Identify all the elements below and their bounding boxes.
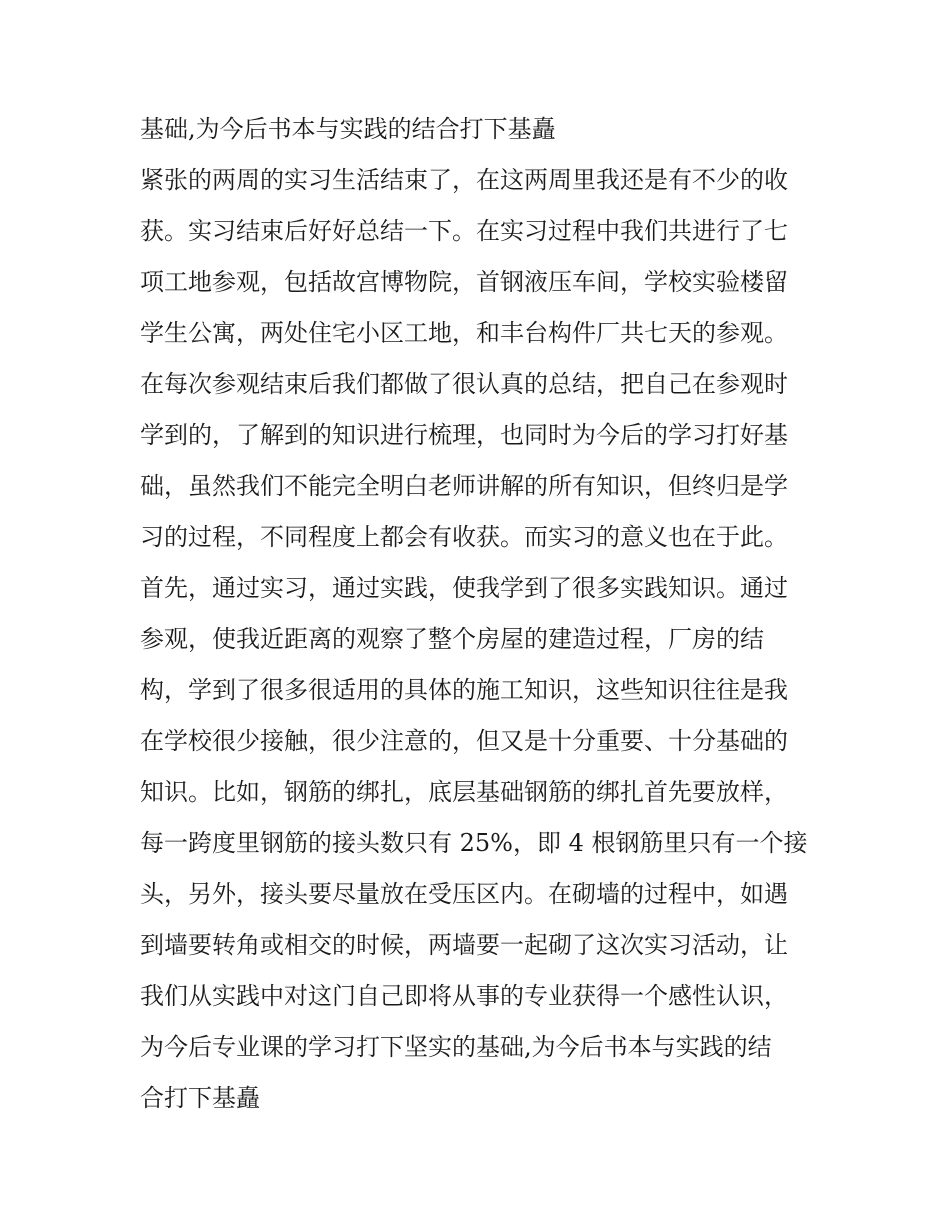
text-line: 学到的，了解到的知识进行梳理，也同时为今后的学习打好基 bbox=[140, 421, 788, 449]
text-line: 参观，使我近距离的观察了整个房屋的建造过程，厂房的结 bbox=[140, 625, 764, 653]
text-line: 我们从实践中对这门自己即将从事的专业获得一个感性认识， bbox=[140, 982, 788, 1010]
text-line: 学生公寓，两处住宅小区工地，和丰台构件厂共七天的参观。 bbox=[140, 319, 788, 347]
text-line: 在学校很少接触，很少注意的，但又是十分重要、十分基础的 bbox=[140, 727, 788, 755]
text-line: 构，学到了很多很适用的具体的施工知识，这些知识往往是我 bbox=[140, 676, 788, 704]
text-line: 每一跨度里钢筋的接头数只有 25%，即 4 根钢筋里只有一个接 bbox=[140, 829, 808, 857]
text-line: 合打下基矗 bbox=[140, 1084, 260, 1112]
text-line: 基础,为今后书本与实践的结合打下基矗 bbox=[140, 115, 556, 143]
text-line: 获。实习结束后好好总结一下。在实习过程中我们共进行了七 bbox=[140, 217, 788, 245]
text-line: 到墙要转角或相交的时候，两墙要一起砌了这次实习活动，让 bbox=[140, 931, 788, 959]
text-line: 项工地参观，包括故宫博物院，首钢液压车间，学校实验楼留 bbox=[140, 268, 788, 296]
text-line: 头，另外，接头要尽量放在受压区内。在砌墙的过程中，如遇 bbox=[140, 880, 788, 908]
text-line: 知识。比如，钢筋的绑扎，底层基础钢筋的绑扎首先要放样， bbox=[140, 778, 788, 806]
text-line: 紧张的两周的实习生活结束了，在这两周里我还是有不少的收 bbox=[140, 166, 788, 194]
text-line: 习的过程，不同程度上都会有收获。而实习的意义也在于此。 bbox=[140, 523, 788, 551]
text-line: 础，虽然我们不能完全明白老师讲解的所有知识，但终归是学 bbox=[140, 472, 788, 500]
text-line: 在每次参观结束后我们都做了很认真的总结，把自己在参观时 bbox=[140, 370, 788, 398]
text-line: 首先，通过实习，通过实践，使我学到了很多实践知识。通过 bbox=[140, 574, 788, 602]
text-line: 为今后专业课的学习打下坚实的基础,为今后书本与实践的结 bbox=[140, 1033, 772, 1061]
